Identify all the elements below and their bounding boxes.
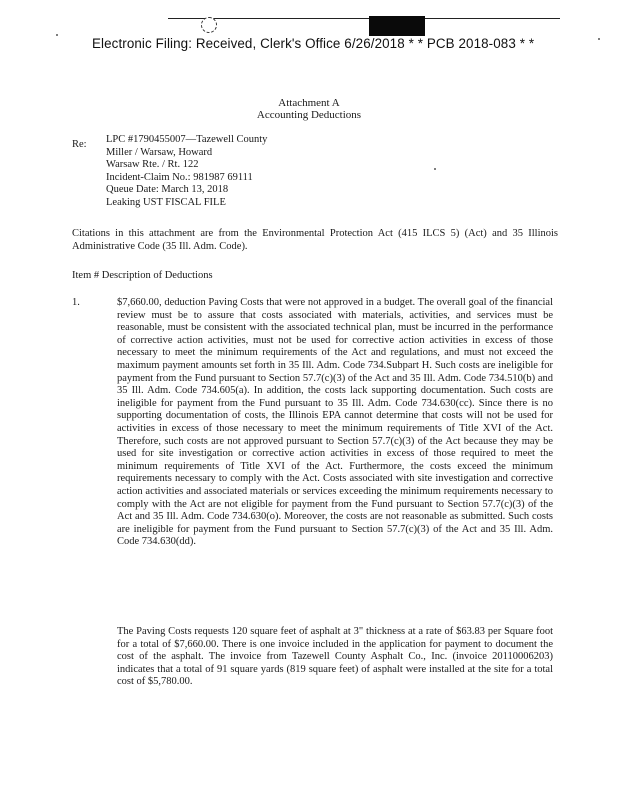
attachment-title: Attachment A [278,97,340,109]
citations-paragraph: Citations in this attachment are from the Environmental Protection Act (415 ILCS 5) (Act) and 35 Illinois Administrative Code (35 Ill. Adm. Code). [72,228,558,252]
item-description-paragraph: $7,660.00, deduction Paving Costs that were not approved in a budget. The overall goal of the financial review must be to assure that costs associated with materials, activities, and services must be reasonable, must be consistent with the associated technical plan, must be incurred in the performance of corrective action activities, must not be used for corrective action activities in excess of those necessary to meet the minimum requirements of the Act and regulations, and must not exceed the maximum payment amounts set forth in 35 Ill. Adm. Code 734.Subpart H. Such costs are ineligible for payment from the Fund pursuant to Section 57.7(c)(3) of the Act and 35 Ill. Adm. Code 734.510(b) and 35 Ill. Adm. Code 734.605(a). In addition, the costs lack supporting documentation. Such costs are ineligible for payment from the Fund pursuant to 35 Ill. Adm. Code 734.630(cc). Since there is no supporting documentation of costs, the Illinois EPA cannot determine that costs will not be used for activities in excess of those necessary to meet the minimum requirements of Title XVI of the Act. Therefore, such costs are not approved pursuant to Section 57.7(c)(3) of the Act because they may be used for site investigation or corrective action activities in excess of those required to meet the minimum requirements of Title XVI of the Act. Furthermore, the costs exceed the minimum requirements necessary to comply with the Act. Costs associated with site investigation and corrective action activities and associated materials or services exceeding the minimum requirements necessary to comply with the Act are not eligible for payment from the Fund pursuant to Section 57.7(c)(3) of the Act and 35 Ill. Adm. Code 734.630(o). Moreover, the costs are not reasonable as submitted. Such costs are ineligible for payment from the Fund pursuant to Section 57.7(c)(3) of the Act and 35 Ill. Adm. Code 734.630(dd). [117,297,553,548]
filing-stamp: Electronic Filing: Received, Clerk's Office 6/26/2018 * * PCB 2018-083 * * [92,36,535,51]
re-line-owner: Miller / Warsaw, Howard [106,146,213,158]
re-block [106,134,267,210]
items-header: Item # Description of Deductions [72,270,213,281]
re-line-site: Warsaw Rte. / Rt. 122 [106,159,199,171]
item-number: 1. [72,297,80,308]
redaction-block [369,16,425,36]
punch-hole-mark [201,17,217,33]
scan-speck [56,34,58,36]
attachment-subtitle: Accounting Deductions [256,109,362,121]
re-line-lpc: LPC #1790455007—Tazewell County [106,134,268,145]
re-line-incident: Incident-Claim No.: 981987 69111 [106,171,253,183]
scan-top-rule [168,18,560,19]
re-line-file: Leaking UST FISCAL FILE [106,196,226,208]
item-paving-costs-paragraph: The Paving Costs requests 120 square feet of asphalt at 3" thickness at a rate of $63.83 per Square foot for a total of $7,660.00. There is one invoice included in the application for payment to document the cost of the asphalt. The invoice from Tazewell County Asphalt Co., Inc. (invoice 20110006203) indicates that a total of 91 square yards (819 square feet) of asphalt were installed at the site for a total cost of $5,780.00. [117,626,553,688]
re-line-queue-date: Queue Date: March 13, 2018 [106,184,229,196]
re-label: Re: [72,139,87,150]
scan-speck [434,168,436,170]
